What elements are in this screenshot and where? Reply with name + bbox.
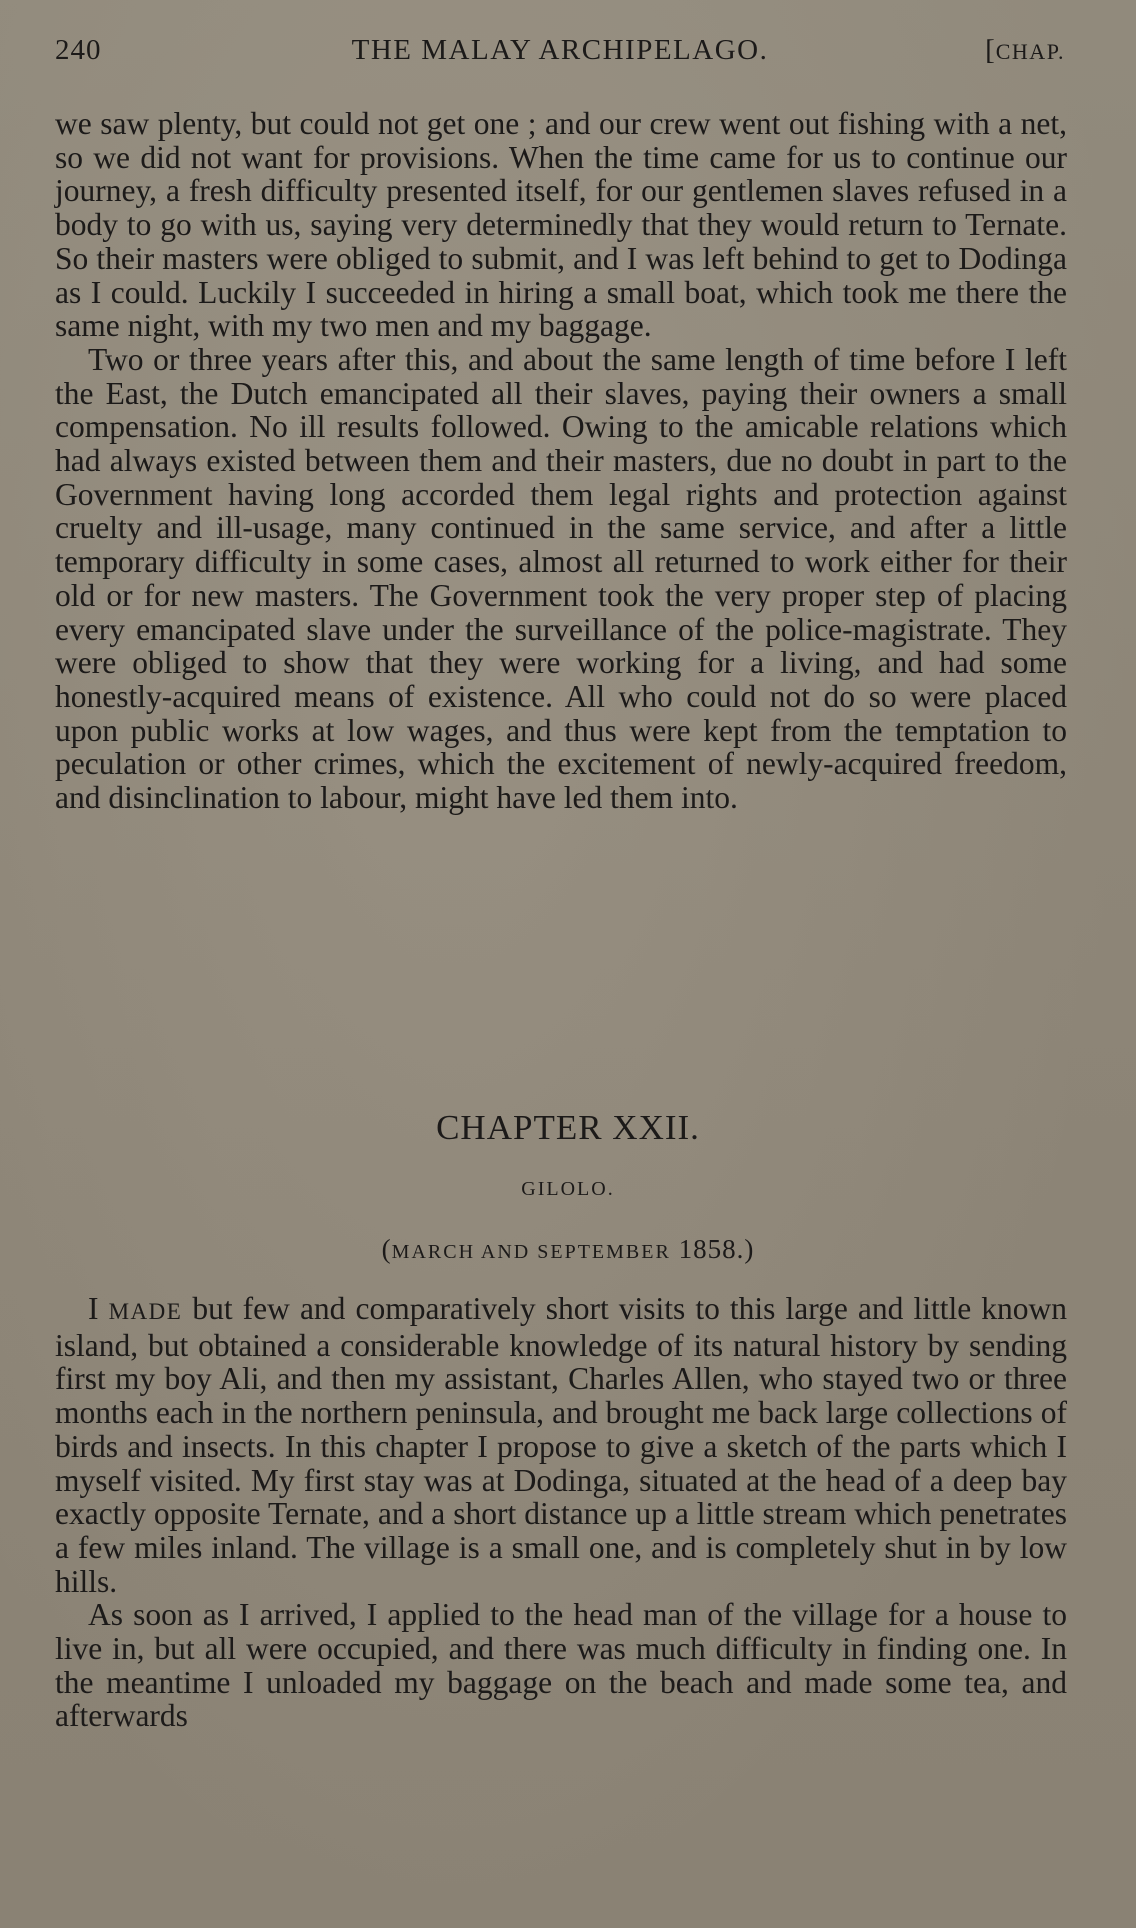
opening-letter: I [88, 1291, 109, 1326]
paragraph: Two or three years after this, and about the same length of time before I left the East, the Dutch emancipated all their slaves, paying their owners a small compensation. No ill results followed. Owing to the amicable relations which had always existed between them and their masters, due no doubt in part to the Government having long accorded them legal rights and protection against cruelty and ill-usage, many continued in the same service, and after a little temporary difficulty in some cases, almost all returned to work either for their old or for new masters. The Government took the very proper step of placing every emancipated slave under the surveillance of the police-magistrate. They were obliged to show that they were working for a living, and had some honestly-acquired means of existence. All who could not do so were placed upon public works at low wages, and thus were kept from the temptation to peculation or other crimes, which the excitement of newly-acquired freedom, and disinclination to labour, might have led them into. [55, 341, 1067, 816]
chapter-title: CHAPTER XXII. [436, 1108, 700, 1147]
chapter-date [0, 1234, 1136, 1265]
paragraph: As soon as I arrived, I applied to the head man of the village for a house to live in, but all were occupied, and there was much difficulty in finding one. In the meantime I unloaded my baggage on the beach and made some tea, and afterwards [55, 1597, 1067, 1734]
previous-chapter-text [55, 107, 1067, 815]
paragraph: we saw plenty, but could not get one ; and our crew went out fishing with a net, so we did not want for provisions. When the time came for us to continue our journey, a fresh difficulty presented itself, for our gentlemen slaves refused in a body to go with us, saying very determinedly that they would return to Ternate. So their masters were obliged to submit, and I was left behind to get to Dodinga as I could. Luckily I succeeded in hiring a small boat, which took me there the same night, with my two men and my baggage. [55, 106, 1067, 344]
chapter-reference-bracket: [ [985, 34, 996, 66]
paragraph [55, 1292, 1067, 1598]
chapter-reference-label: CHAP. [995, 39, 1065, 64]
chapter-subtitle: GILOLO. [521, 1178, 615, 1200]
chapter-text [55, 1292, 1067, 1733]
chapter-reference [985, 30, 1065, 72]
opening-smallcaps: MADE [108, 1299, 183, 1324]
running-title: THE MALAY ARCHIPELAGO. [351, 34, 769, 66]
page-number: 240 [55, 34, 102, 66]
chapter-date-year: 1858.) [670, 1234, 755, 1264]
paragraph-body: but few and comparatively short visits to this large and little known island, but obtained a considerable knowledge of its natural history by sending first my boy Ali, and then my assistant, Charles Allen, who stayed two or three months each in the northern peninsula, and brought me back large collections of birds and insects. In this chapter I propose to give a sketch of the parts which I myself visited. My first stay was at Dodinga, situated at the head of a deep bay exactly opposite Ternate, and a short distance up a little stream which penetrates a few miles inland. The village is a small one, and is completely shut in by low hills. [55, 1291, 1068, 1599]
chapter-date-months: MARCH AND SEPTEMBER [391, 1241, 671, 1263]
running-header [55, 30, 1065, 70]
chapter-date-open: ( [381, 1234, 392, 1264]
